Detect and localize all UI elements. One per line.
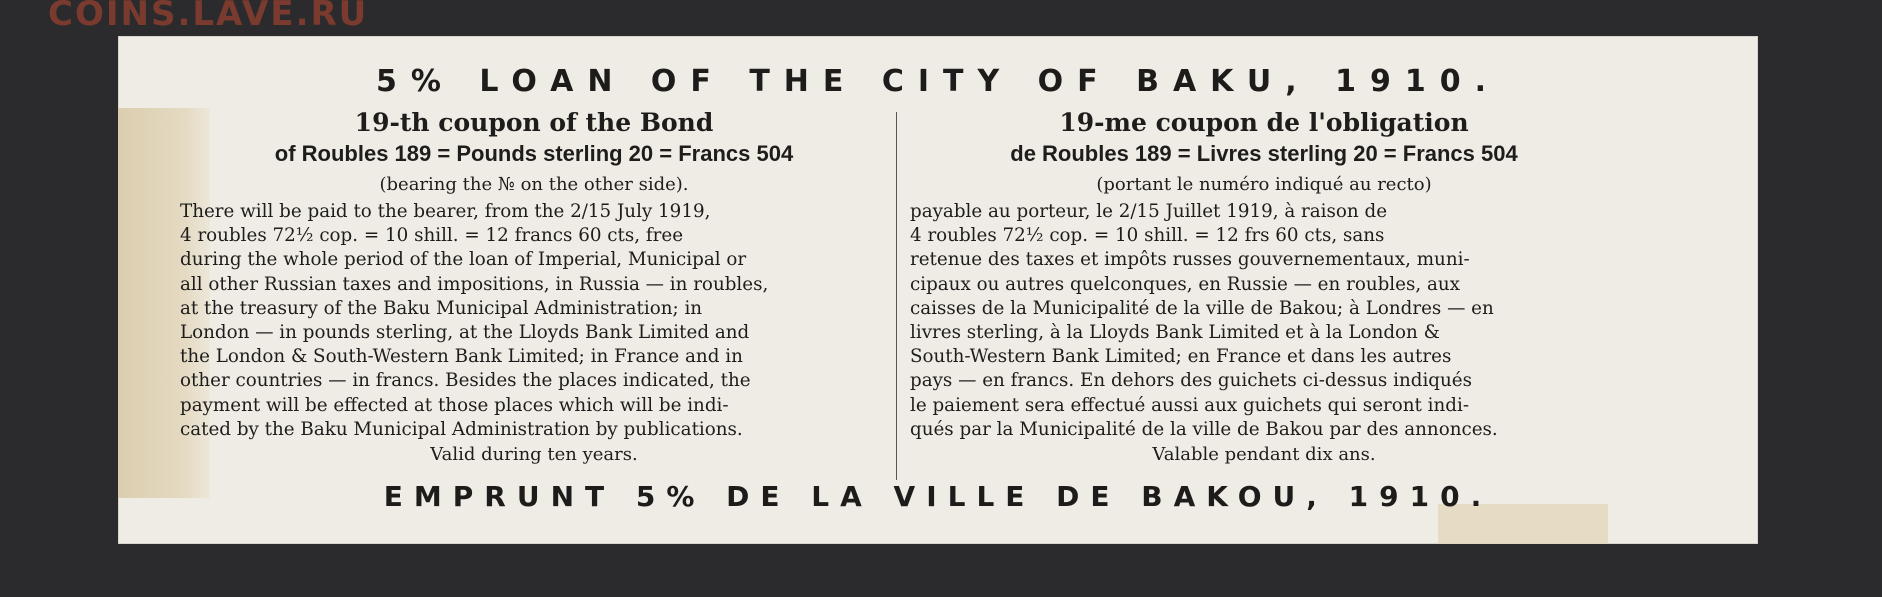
french-subtitle: de Roubles 189 = Livres sterling 20 = Francs 504: [1010, 141, 1518, 166]
french-note: (portant le numéro indiqué au recto): [1096, 174, 1432, 195]
english-validity: Valid during ten years.: [430, 444, 638, 466]
english-line: other countries — in francs. Besides the places indicated, the: [180, 370, 751, 392]
french-line: qués par la Municipalité de la ville de Bakou par des annonces.: [910, 418, 1498, 440]
french-line: payable au porteur, le 2/15 Juillet 1919, à raison de: [910, 201, 1388, 222]
french-title: 19-me coupon de l'obligation: [1059, 108, 1469, 137]
french-line: South-Western Bank Limited; en France et dans les autres: [910, 346, 1452, 368]
french-line: pays — en francs. En dehors des guichets ci-dessus indiqués: [910, 370, 1472, 392]
french-column: [910, 108, 1618, 468]
english-column: [180, 108, 888, 468]
loan-header: 5% LOAN OF THE CITY OF BAKU, 1910.: [376, 64, 1500, 99]
french-line: livres sterling, à la Lloyds Bank Limited et à la London &: [910, 322, 1440, 344]
column-divider: [896, 112, 897, 480]
english-line: London — in pounds sterling, at the Lloyds Bank Limited and: [180, 322, 750, 344]
english-line: There will be paid to the bearer, from the 2/15 July 1919,: [180, 201, 711, 222]
english-line: cated by the Baku Municipal Administration by publications.: [180, 418, 743, 440]
watermark-text: COINS.LAVE.RU: [48, 0, 369, 34]
french-line: caisses de la Municipalité de la ville de Bakou; à Londres — en: [910, 297, 1494, 319]
french-line: 4 roubles 72½ cop. = 10 shill. = 12 frs 60 cts, sans: [910, 225, 1385, 247]
french-body: [910, 200, 1618, 442]
english-line: during the whole period of the loan of Imperial, Municipal or: [180, 249, 747, 271]
english-body: [180, 200, 888, 442]
english-line: payment will be effected at those places which will be indi-: [180, 394, 729, 416]
english-line: all other Russian taxes and impositions, in Russia — in roubles,: [180, 273, 769, 295]
english-line: at the treasury of the Baku Municipal Administration; in: [180, 297, 703, 319]
english-title: 19-th coupon of the Bond: [354, 108, 714, 137]
french-validity: Valable pendant dix ans.: [1152, 444, 1376, 466]
french-line: retenue des taxes et impôts russes gouvernementaux, muni-: [910, 249, 1470, 271]
english-subtitle: of Roubles 189 = Pounds sterling 20 = Francs 504: [274, 141, 794, 166]
loan-footer: EMPRUNT 5% DE LA VILLE DE BAKOU, 1910.: [383, 480, 1493, 513]
english-note: (bearing the № on the other side).: [379, 174, 689, 195]
french-line: le paiement sera effectué aussi aux guichets qui seront indi-: [910, 394, 1470, 416]
english-line: 4 roubles 72½ cop. = 10 shill. = 12 francs 60 cts, free: [180, 225, 684, 247]
english-line: the London & South-Western Bank Limited; in France and in: [180, 346, 743, 368]
coupon: [118, 36, 1758, 544]
french-line: cipaux ou autres quelconques, en Russie — en roubles, aux: [910, 273, 1460, 295]
